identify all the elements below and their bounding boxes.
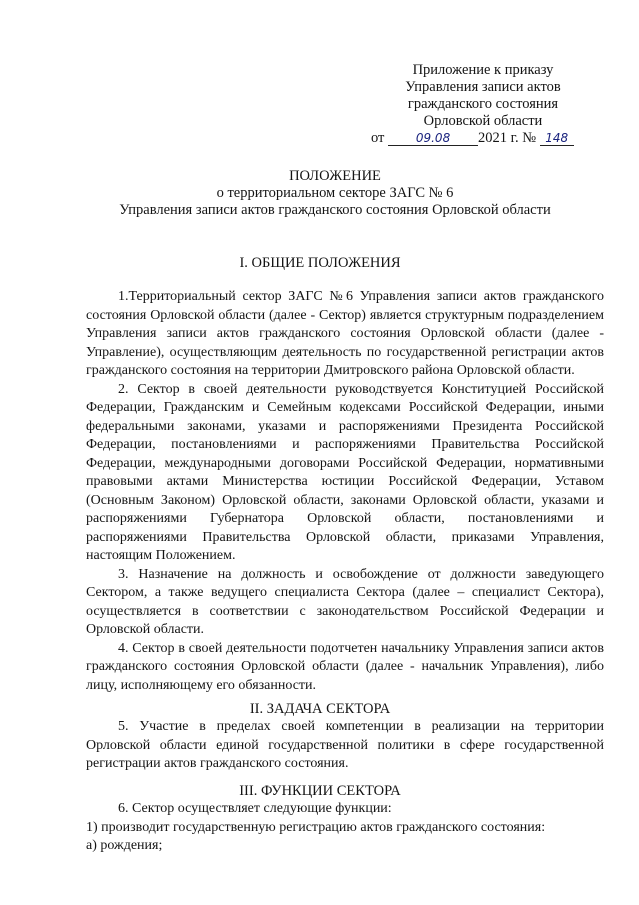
paragraph-5: 5. Участие в пределах своей компетенции в реализации на территории Орловской области единой государственной политики в сфере государственной регистрации актов гражданского состояния. bbox=[86, 719, 604, 771]
approval-line-3: гражданского состояния bbox=[407, 96, 559, 112]
section-3-body bbox=[86, 800, 604, 856]
section-1-heading: I. ОБЩИЕ ПОЛОЖЕНИЯ bbox=[239, 255, 401, 271]
approval-line-2: Управления записи актов bbox=[405, 79, 561, 95]
paragraph-4: 4. Сектор в своей деятельности подотчетен начальнику Управления записи актов гражданского состояния Орловской области (далее - начальник Управления), либо лицу, исполняющему его обязанности. bbox=[86, 640, 604, 693]
paragraph-6-1: 1) производит государственную регистрацию актов гражданского состояния: bbox=[86, 819, 546, 835]
approval-line-4: Орловской области bbox=[423, 113, 543, 129]
paragraph-1: 1.Территориальный сектор ЗАГС №6 Управления записи актов гражданского состояния Орловской области (далее - Сектор) является структурным подразделением Управления записи актов гражданского состояния Орловской области (далее - Управление), осуществляющим деятельность по государственной регистрации актов гражданского состояния на территории Дмитровского района Орловской области. bbox=[86, 289, 604, 378]
year-number-label: 2021 г. № bbox=[478, 130, 537, 146]
section-1-body bbox=[86, 288, 604, 695]
approval-date-line bbox=[371, 130, 598, 147]
document-subtitle-2: Управления записи актов гражданского состояния Орловской области bbox=[119, 202, 551, 218]
section-2-body bbox=[86, 718, 604, 774]
section-3-heading: III. ФУНКЦИИ СЕКТОРА bbox=[239, 783, 401, 799]
section-2-heading: II. ЗАДАЧА СЕКТОРА bbox=[249, 701, 391, 717]
document-subtitle-1: о территориальном секторе ЗАГС № 6 bbox=[216, 185, 454, 201]
handwritten-date: 09.08 bbox=[388, 131, 478, 146]
document-title: ПОЛОЖЕНИЕ bbox=[289, 168, 381, 184]
handwritten-order-number: 148 bbox=[540, 131, 574, 146]
paragraph-6: 6. Сектор осуществляет следующие функции: bbox=[118, 801, 392, 816]
paragraph-6-1-a: а) рождения; bbox=[86, 838, 163, 853]
paragraph-2: 2. Сектор в своей деятельности руководствуется Конституцией Российской Федерации, Гражданским и Семейным кодексами Российской Федерации, иными федеральными законами, указами и распоряжениями Президента Российской Федерации, постановлениями и распоряжениями Правительства Российской Федерации, международными договорами Российской Федерации, нормативными правовыми актами Министерства юстиции Российской Федерации, Уставом (Основным Законом) Орловской области, законами Орловской области, указами и распоряжениями Губернатора Орловской области, постановлениями и распоряжениями Правительства Орловской области, приказами Управления, настоящим Положением. bbox=[86, 381, 604, 563]
document-title-block bbox=[110, 168, 560, 219]
approval-stamp-block bbox=[368, 62, 598, 147]
date-prefix: от bbox=[371, 130, 385, 146]
paragraph-3: 3. Назначение на должность и освобождение от должности заведующего Сектором, а также ведущего специалиста Сектора (далее – специалист Сектора), осуществляется в соответствии с законодательством Российской Федерации и Орловской области. bbox=[86, 566, 604, 637]
approval-line-1: Приложение к приказу bbox=[412, 62, 554, 78]
